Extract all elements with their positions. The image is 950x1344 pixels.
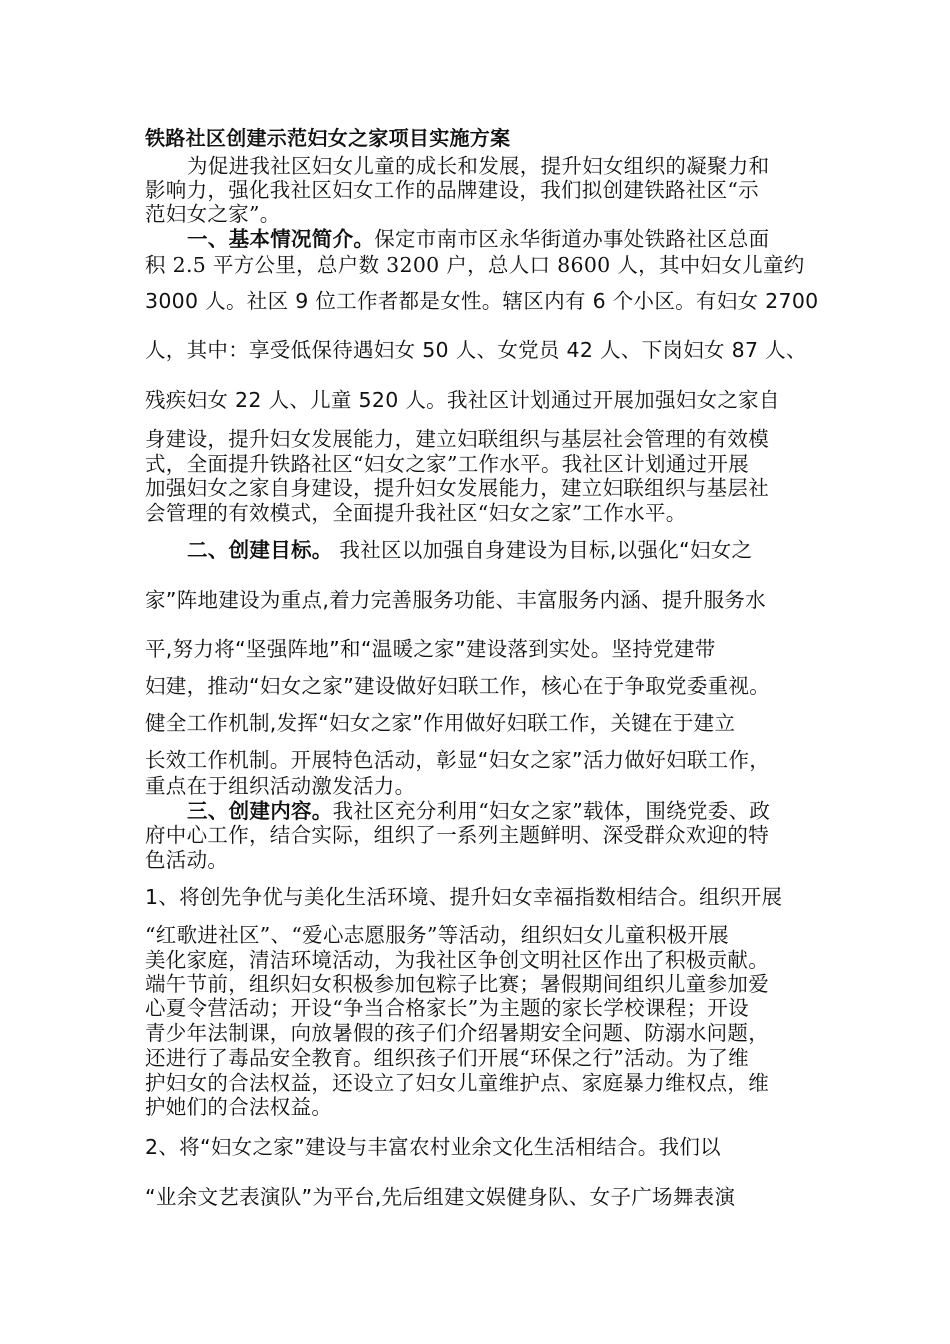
section3-line: 府中心工作，结合实际，组织了一系列主题鲜明、深受群众欢迎的特 <box>145 823 769 847</box>
item1-line: 1、将创先争优与美化生活环境、提升妇女幸福指数相结合。组织开展 <box>145 885 783 909</box>
section1-line: 会管理的有效模式，全面提升我社区“妇女之家”工作水平。 <box>145 501 687 525</box>
section2-text: 我社区以加强自身建设为目标,以强化“妇女之 <box>332 538 753 562</box>
section2-line: 家”阵地建设为重点,着力完善服务功能、丰富服务内涵、提升服务水 <box>145 588 766 612</box>
section3-heading: 三、创建内容。 <box>187 799 333 823</box>
item1-line: 美化家庭，清洁环境活动，为我社区争创文明社区作出了积极贡献。 <box>145 948 769 972</box>
section1-line: 式，全面提升铁路社区“妇女之家”工作水平。我社区计划通过开展 <box>145 452 749 476</box>
section1-line: 加强妇女之家自身建设，提升妇女发展能力，建立妇联组织与基层社 <box>145 476 769 500</box>
section2-line: 健全工作机制,发挥“妇女之家”作用做好妇联工作，关键在于建立 <box>145 711 736 735</box>
item1-line: 还进行了毒品安全教育。组织孩子们开展“环保之行”活动。为了维 <box>145 1046 749 1070</box>
section2-first-line <box>187 537 752 563</box>
item1-line: 护她们的合法权益。 <box>145 1095 333 1119</box>
section1-heading: 一、基本情况简介。 <box>187 227 375 251</box>
intro-line: 范妇女之家”。 <box>145 202 281 226</box>
intro-line: 为促进我社区妇女儿童的成长和发展，提升妇女组织的凝聚力和 <box>187 154 770 178</box>
item1-line: 护妇女的合法权益，还设立了妇女儿童维护点、家庭暴力维权点，维 <box>145 1071 769 1095</box>
section3-first-line <box>187 798 770 824</box>
section1-line: 残疾妇女 22 人、儿童 520 人。我社区计划通过开展加强妇女之家自 <box>145 388 780 412</box>
item1-line: 端午节前，组织妇女积极参加包粽子比赛；暑假期间组织儿童参加爱 <box>145 972 769 996</box>
item1-line: 青少年法制课，向放暑假的孩子们介绍暑期安全问题、防溺水问题， <box>145 1021 769 1045</box>
section2-heading: 二、创建目标。 <box>187 538 333 562</box>
section3-line: 色活动。 <box>145 848 229 872</box>
section1-first-line <box>187 226 769 252</box>
item1-line: 心夏令营活动；开设“争当合格家长”为主题的家长学校课程；开设 <box>145 996 749 1020</box>
item1-line: “红歌进社区”、“爱心志愿服务”等活动，组织妇女儿童积极开展 <box>145 923 729 947</box>
item2-line: “业余文艺表演队”为平台,先后组建文娱健身队、女子广场舞表演 <box>145 1185 736 1209</box>
section1-line: 3000 人。社区 9 位工作者都是女性。辖区内有 6 个小区。有妇女 2700 <box>145 289 819 313</box>
section1-line: 身建设，提升妇女发展能力，建立妇联组织与基层社会管理的有效模 <box>145 427 769 451</box>
section2-line: 妇建，推动“妇女之家”建设做好妇联工作，核心在于争取党委重视。 <box>145 674 771 698</box>
intro-line: 影响力，强化我社区妇女工作的品牌建设，我们拟创建铁路社区“示 <box>145 178 759 202</box>
section2-line: 平,努力将“坚强阵地”和“温暖之家”建设落到实处。坚持党建带 <box>145 637 716 661</box>
section2-line: 长效工作机制。开展特色活动，彰显“妇女之家”活力做好妇联工作， <box>145 748 771 772</box>
item2-line: 2、将“妇女之家”建设与丰富农村业余文化生活相结合。我们以 <box>145 1135 721 1159</box>
section1-text: 保定市南市区永华街道办事处铁路社区总面 <box>374 227 770 251</box>
section1-line: 人，其中：享受低保待遇妇女 50 人、女党员 42 人、下岗妇女 87 人、 <box>145 338 807 362</box>
document-title: 铁路社区创建示范妇女之家项目实施方案 <box>145 126 511 150</box>
section3-text: 我社区充分利用“妇女之家”载体，围绕党委、政 <box>332 799 771 823</box>
section1-line: 积 2.5 平方公里，总户数 3200 户，总人口 8600 人，其中妇女儿童约 <box>145 253 805 277</box>
section2-line: 重点在于组织活动激发活力。 <box>145 774 416 798</box>
